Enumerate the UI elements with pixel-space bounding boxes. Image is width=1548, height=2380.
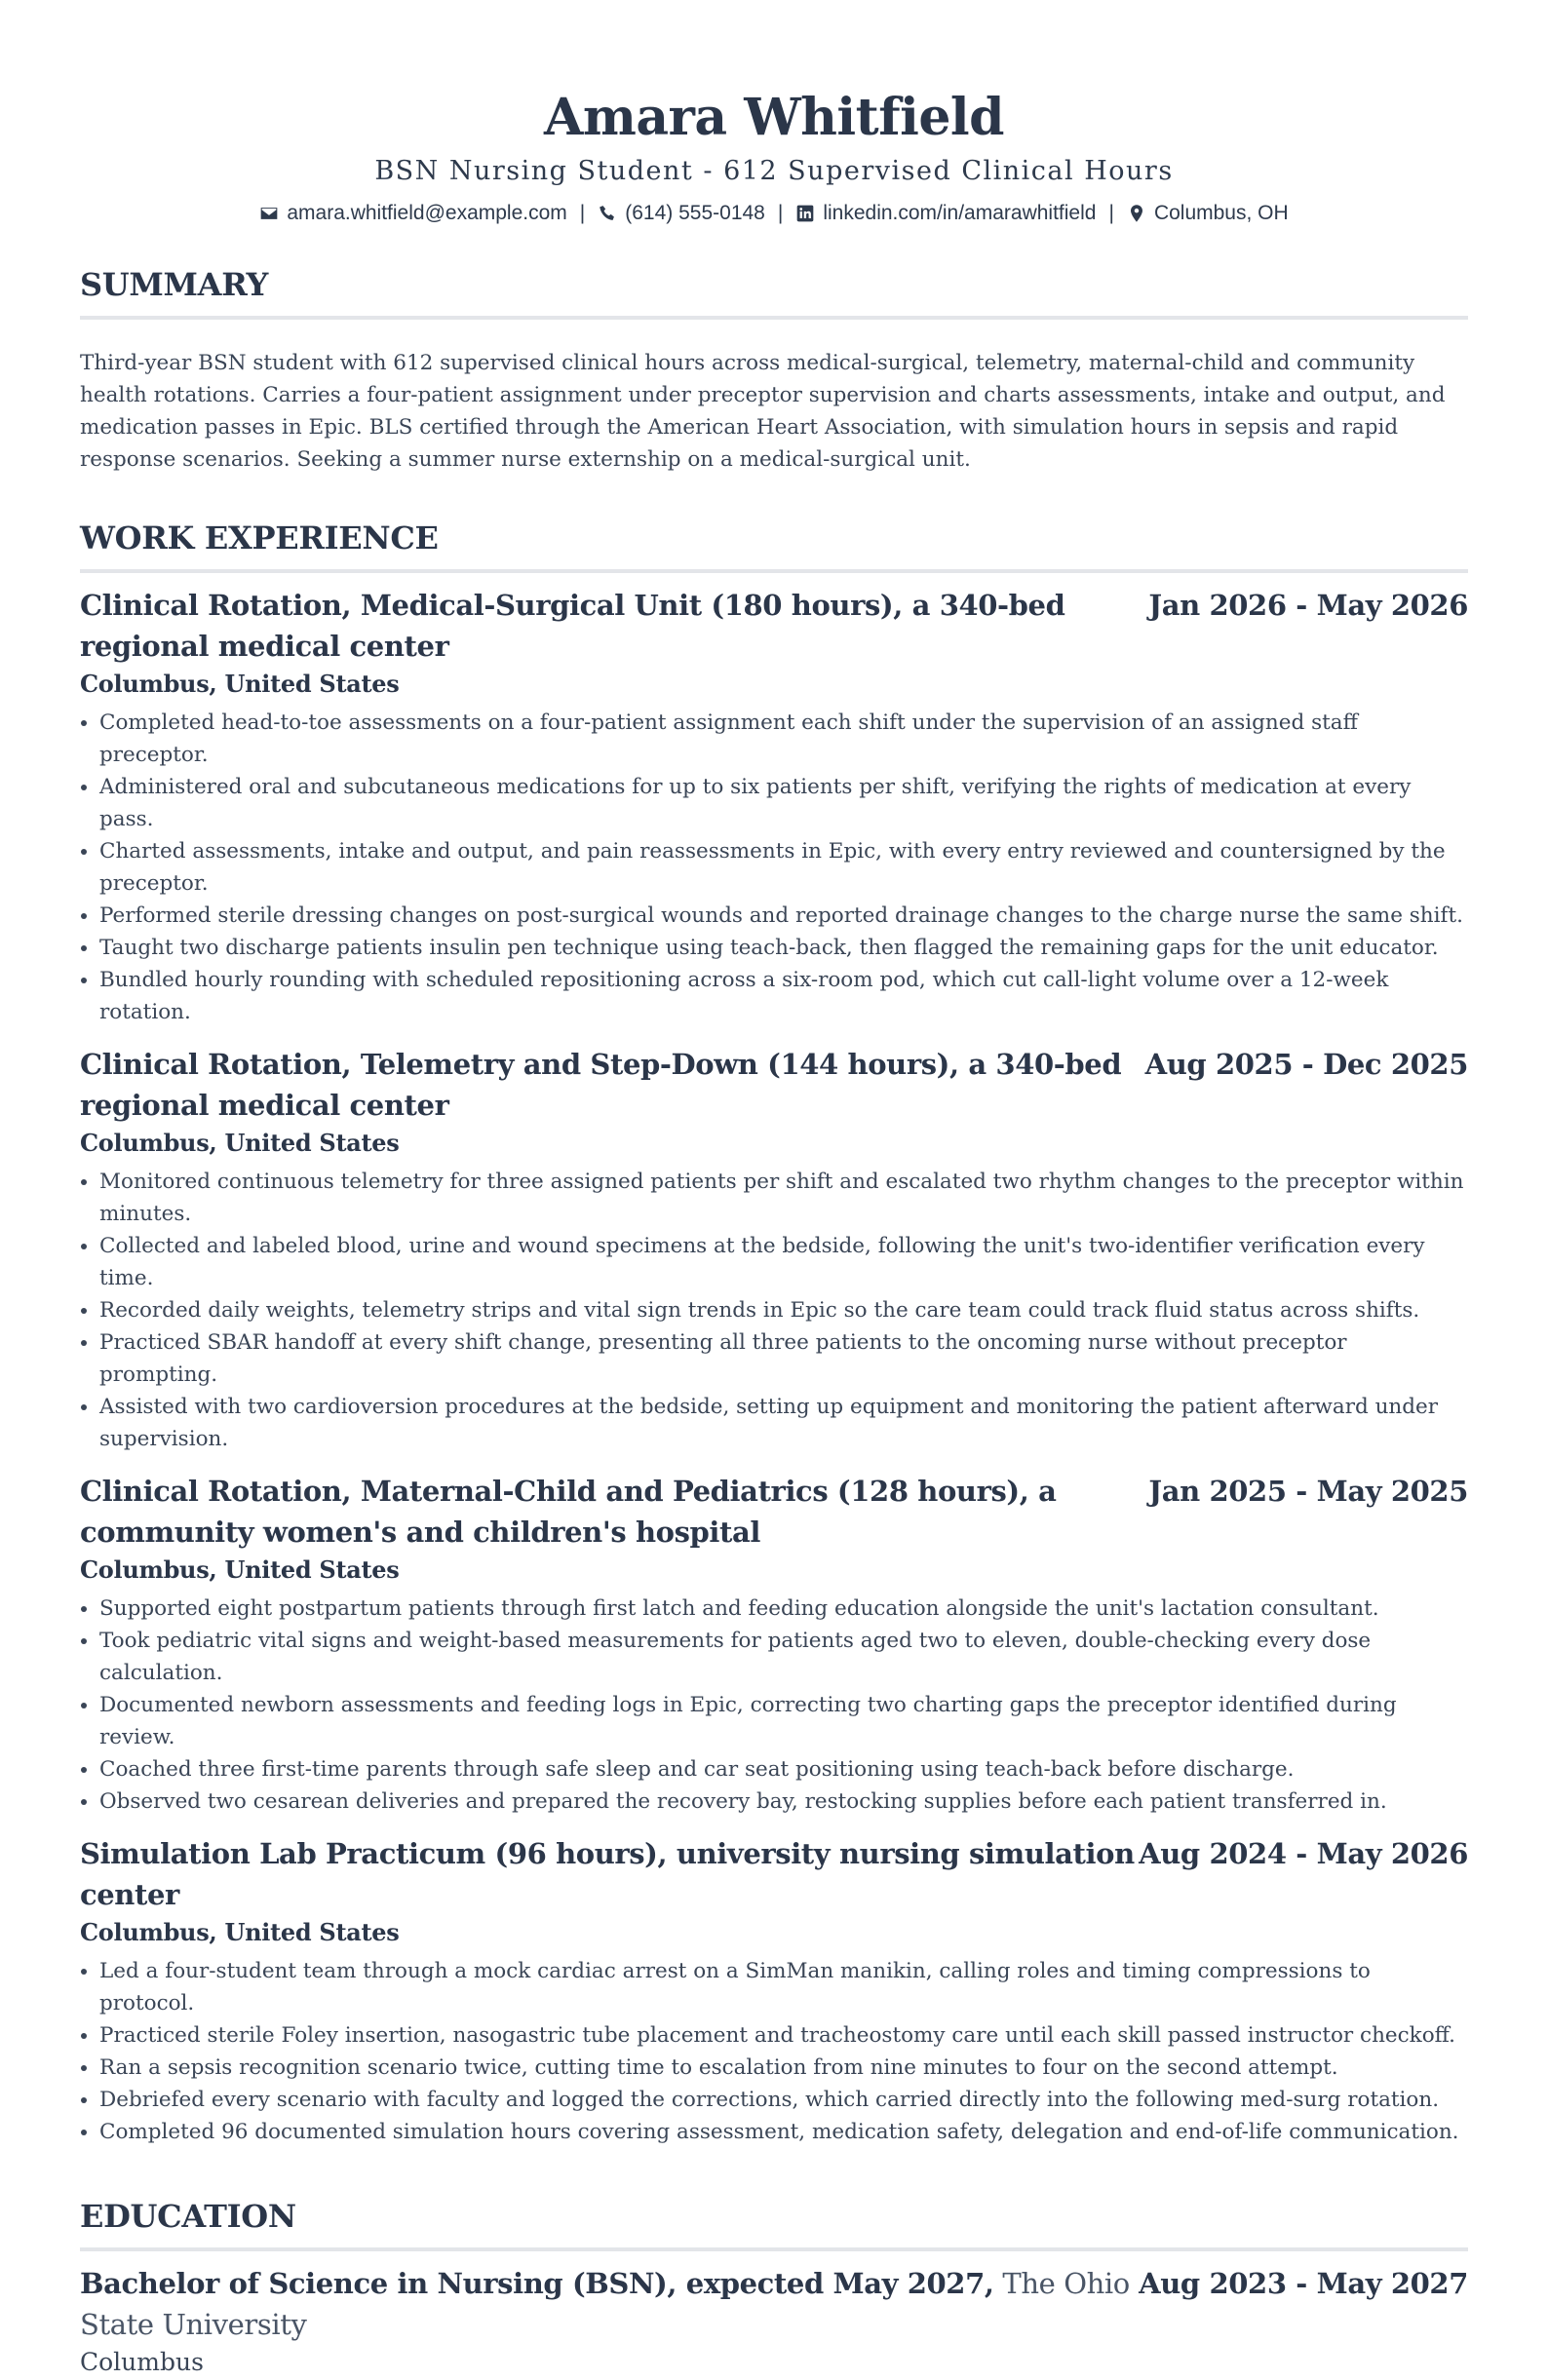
education-section	[80, 2197, 1468, 2380]
summary-section	[80, 265, 1468, 476]
job-bullets	[80, 1955, 1468, 2148]
job-title: Simulation Lab Practicum (96 hours), university nursing simulation center	[80, 1837, 1135, 1911]
job-location: Columbus, United States	[80, 1918, 400, 1946]
experience-section	[80, 518, 1468, 2148]
list-item: • Supported eight postpartum patients through first latch and feeding education alongside the unit's lactation consultant.	[99, 1593, 1468, 1625]
contact-location	[1127, 199, 1289, 228]
job-dates: Jan 2026 - May 2026	[1148, 589, 1468, 622]
job-title: Clinical Rotation, Telemetry and Step-Down (144 hours), a 340-bed regional medical center	[80, 1048, 1122, 1122]
phone-text: (614) 555-0148	[625, 202, 765, 224]
job-bullets	[80, 1166, 1468, 1455]
job-entry	[80, 1833, 1468, 2148]
contact-linkedin[interactable]	[795, 199, 1096, 228]
summary-text: Third-year BSN student with 612 supervised clinical hours across medical-surgical, telemetry, maternal-child and community health rotations. Carries a four-patient assignment under preceptor supervision and charts assessments, intake and output, and medication passes in Epic. BLS certified through the American Heart Association, with simulation hours in sepsis and rapid response scenarios. Seeking a summer nurse externship on a medical-surgical unit.	[80, 351, 1446, 472]
list-item: • Recorded daily weights, telemetry strips and vital sign trends in Epic so the care team could track fluid status across shifts.	[99, 1294, 1468, 1326]
envelope-icon	[259, 204, 279, 223]
list-item: • Charted assessments, intake and output, and pain reassessments in Epic, with every entry reviewed and countersigned by the preceptor.	[99, 835, 1468, 900]
list-item: • Debriefed every scenario with faculty and logged the corrections, which carried directly into the following med-surg rotation.	[99, 2084, 1468, 2116]
list-item: • Observed two cesarean deliveries and prepared the recovery bay, restocking supplies before each patient transferred in.	[99, 1785, 1468, 1818]
education-entry	[80, 2263, 1468, 2345]
list-item: • Completed head-to-toe assessments on a four-patient assignment each shift under the supervision of an assigned staff preceptor.	[99, 707, 1468, 771]
contact-separator: |	[579, 202, 586, 224]
job-dates: Aug 2024 - May 2026	[1139, 1837, 1468, 1870]
list-item: • Bundled hourly rounding with scheduled repositioning across a six-room pod, which cut call-light volume over a 12-week rotation.	[99, 964, 1468, 1028]
linkedin-icon	[795, 204, 815, 223]
contact-line	[80, 199, 1468, 228]
job-dates: Aug 2025 - Dec 2025	[1144, 1048, 1468, 1081]
email-text: amara.whitfield@example.com	[287, 202, 567, 224]
location-pin-icon	[1127, 204, 1146, 223]
list-item: • Monitored continuous telemetry for three assigned patients per shift and escalated two rhythm changes to the preceptor within minutes.	[99, 1166, 1468, 1230]
section-title-education: EDUCATION	[80, 2197, 1468, 2251]
school-name: The Ohio State University	[80, 2267, 1130, 2341]
resume-header	[80, 88, 1468, 228]
phone-icon	[598, 204, 617, 223]
list-item: • Performed sterile dressing changes on post-surgical wounds and reported drainage changes to the charge nurse the same shift.	[99, 900, 1468, 932]
list-item: • Practiced sterile Foley insertion, nasogastric tube placement and tracheostomy care until each skill passed instructor checkoff.	[99, 2019, 1468, 2052]
job-title: Clinical Rotation, Maternal-Child and Pediatrics (128 hours), a community women's and children's hospital	[80, 1475, 1057, 1549]
location-text: Columbus, OH	[1153, 202, 1289, 224]
candidate-name: Amara Whitfield	[543, 88, 1005, 147]
list-item: • Completed 96 documented simulation hours covering assessment, medication safety, delegation and end-of-life communication.	[99, 2116, 1468, 2148]
contact-separator: |	[777, 202, 784, 224]
job-bullets	[80, 707, 1468, 1028]
job-bullets	[80, 1593, 1468, 1818]
job-location: Columbus, United States	[80, 670, 400, 698]
list-item: • Took pediatric vital signs and weight-based measurements for patients aged two to eleven, double-checking every dose calculation.	[99, 1625, 1468, 1689]
job-location: Columbus, United States	[80, 1555, 400, 1584]
section-title-experience: WORK EXPERIENCE	[80, 518, 1468, 573]
list-item: • Led a four-student team through a mock cardiac arrest on a SimMan manikin, calling roles and timing compressions to protocol.	[99, 1955, 1468, 2019]
section-title-summary: SUMMARY	[80, 265, 1468, 320]
contact-phone[interactable]	[598, 199, 765, 228]
list-item: • Administered oral and subcutaneous medications for up to six patients per shift, verifying the rights of medication at every pass.	[99, 771, 1468, 835]
candidate-tagline: BSN Nursing Student - 612 Supervised Clinical Hours	[374, 156, 1174, 186]
education-heading	[80, 2263, 1139, 2345]
job-location: Columbus, United States	[80, 1129, 400, 1157]
job-dates: Jan 2025 - May 2025	[1148, 1475, 1468, 1508]
list-item: • Ran a sepsis recognition scenario twice, cutting time to escalation from nine minutes to four on the second attempt.	[99, 2052, 1468, 2084]
job-entry	[80, 1471, 1468, 1818]
job-title: Clinical Rotation, Medical-Surgical Unit (180 hours), a 340-bed regional medical center	[80, 589, 1065, 663]
list-item: • Practiced SBAR handoff at every shift change, presenting all three patients to the oncoming nurse without preceptor prompting.	[99, 1326, 1468, 1391]
list-item: • Coached three first-time parents through safe sleep and car seat positioning using teach-back before discharge.	[99, 1753, 1468, 1785]
education-location: Columbus	[80, 2348, 204, 2376]
contact-separator: |	[1108, 202, 1114, 224]
list-item: • Assisted with two cardioversion procedures at the bedside, setting up equipment and monitoring the patient afterward under supervision.	[99, 1391, 1468, 1455]
contact-email[interactable]	[259, 199, 566, 228]
list-item: • Taught two discharge patients insulin pen technique using teach-back, then flagged the remaining gaps for the unit educator.	[99, 932, 1468, 964]
job-entry	[80, 1044, 1468, 1455]
list-item: • Collected and labeled blood, urine and wound specimens at the bedside, following the unit's two-identifier verification every time.	[99, 1230, 1468, 1294]
education-dates: Aug 2023 - May 2027	[1139, 2267, 1468, 2300]
list-item: • Documented newborn assessments and feeding logs in Epic, correcting two charting gaps the preceptor identified during review.	[99, 1689, 1468, 1753]
degree-name: Bachelor of Science in Nursing (BSN), expected May 2027,	[80, 2267, 994, 2300]
job-entry	[80, 585, 1468, 1028]
linkedin-text: linkedin.com/in/amarawhitfield	[823, 202, 1097, 224]
